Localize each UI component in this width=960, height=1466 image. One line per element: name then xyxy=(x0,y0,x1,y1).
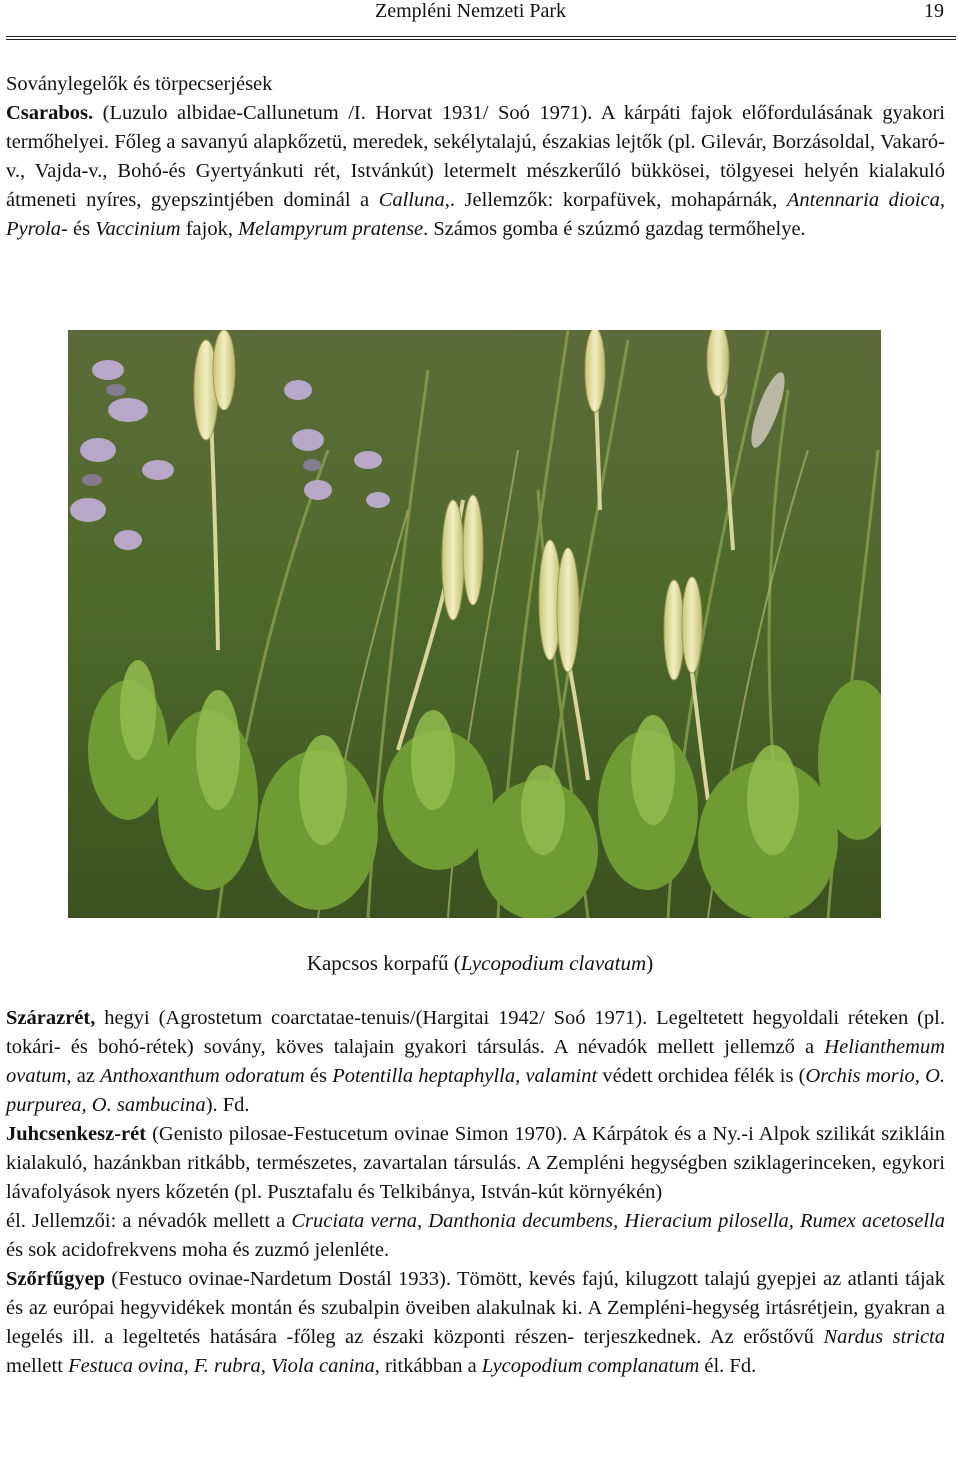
section-heading: Soványlegelők és törpecserjések xyxy=(6,73,273,95)
text-run: védett orchidea félék is ( xyxy=(597,1065,806,1087)
species-name: Cruciata verna, Danthonia decumbens, Hieracium pilosella, Rumex acetosella xyxy=(291,1210,945,1232)
text-run: él. Fd. xyxy=(699,1355,757,1377)
text-run: és xyxy=(304,1065,333,1087)
figure-caption xyxy=(0,948,960,978)
species-name: Melampyrum pratense xyxy=(238,218,424,240)
caption-text: ) xyxy=(646,951,654,975)
species-name: Vaccinium xyxy=(95,218,181,240)
header-title: Zempléni Nemzeti Park xyxy=(375,0,567,22)
header-rule xyxy=(6,36,956,40)
paragraph-szarazret xyxy=(6,1004,945,1120)
species-name: Nardus stricta xyxy=(823,1326,945,1348)
text-run: (Genisto pilosae-Festucetum ovinae Simon 1970). A Kárpátok és a Ny.-i Alpok szilikát szikláin kialakuló, hazánkban ritkább, természetes, zavartalan társulás. A Zempléni hegységben sziklagerinceken, egykori lávafolyások nyers kőzetén (pl. Pusztafalu és Telkibánya, István-kút környékén) xyxy=(6,1123,945,1203)
plant-photo-illustration xyxy=(68,330,881,918)
text-run: és xyxy=(67,218,96,240)
paragraph-csarabos xyxy=(6,99,945,244)
text-run: ,. Jellemzők: korpafüvek, mohapárnák, xyxy=(444,189,787,211)
caption-species: Lycopodium clavatum xyxy=(460,951,647,975)
term-juhcsenkesz: Juhcsenkesz-rét xyxy=(6,1123,147,1145)
text-run: és sok acidofrekvens moha és zuzmó jelenléte. xyxy=(6,1239,390,1261)
species-name: Helianthemum ovatum xyxy=(6,1036,945,1087)
caption-text: Kapcsos korpafű ( xyxy=(306,951,461,975)
text-run: fajok, xyxy=(180,218,239,240)
species-name: Anthoxanthum odoratum xyxy=(100,1065,305,1087)
paragraph-szorfugyep xyxy=(6,1265,945,1381)
text-run: hegyi (Agrostetum coarctatae-tenuis/(Hargitai 1942/ Soó 1971). Legeltetett hegyoldali réteken (pl. tokári- és bohó-rétek) sovány, köves talajain gyakori társulás. A névadók mellett jellemző a xyxy=(6,1007,945,1058)
term-csarabos: Csarabos. xyxy=(6,102,94,124)
species-name: Antennaria dioica, Pyrola- xyxy=(6,189,945,240)
text-run: ). Fd. xyxy=(205,1094,250,1116)
text-run: (Festuco ovinae-Nardetum Dostál 1933). Tömött, kevés fajú, kilugzott talajú gyepjei az atlanti tájak és az európai hegyvidékek montán és szubalpin öveiben alakulnak ki. A Zempléni-hegység irtásrétjein, gyakran a legelés ill. a legeltetés hatására -főleg az északi központi részen- terjeszkednek. Az erőstővű xyxy=(6,1268,945,1348)
species-name: Festuca ovina, F. rubra, Viola canina xyxy=(68,1355,375,1377)
term-szarazret: Szárazrét, xyxy=(6,1007,96,1029)
species-name: Potentilla heptaphylla, valamint xyxy=(332,1065,598,1087)
species-name: Orchis morio, O. purpurea, O. sambucina xyxy=(6,1065,946,1116)
text-run: , ritkábban a xyxy=(374,1355,482,1377)
text-run: él. Jellemzői: a névadók mellett a xyxy=(6,1210,292,1232)
paragraph-juhcsenkesz xyxy=(6,1120,945,1265)
page-number: 19 xyxy=(924,0,944,22)
text-run: (Luzulo albidae-Callunetum /I. Horvat 1931/ Soó 1971). A kárpáti fajok előfordulásának gyakori termőhelyei. Főleg a savanyú alapkőzetü, meredek, sekélytalajú, északias lejtők (pl. Gilevár, Borzásoldal, Vakaró-v., Vajda-v., Bohó-és Gyertyánkuti rét, Istvánkút) letermelt mészkerűló bükkösei, tölgyesei helyén kialakuló átmeneti nyíres, gyepszintjében dominál a xyxy=(6,102,945,211)
species-name: Calluna xyxy=(378,189,445,211)
section-heathland xyxy=(6,70,945,244)
section-grasslands xyxy=(6,1004,945,1381)
photo-lycopodium-clavatum xyxy=(68,330,881,918)
text-run: mellett xyxy=(6,1355,69,1377)
species-name: Lycopodium complanatum xyxy=(481,1355,700,1377)
text-run: , az xyxy=(66,1065,101,1087)
term-szorfugyep: Szőrfűgyep xyxy=(6,1268,106,1290)
running-header xyxy=(0,0,960,40)
text-run: . Számos gomba é szúzmó gazdag termőhelye. xyxy=(423,218,806,240)
